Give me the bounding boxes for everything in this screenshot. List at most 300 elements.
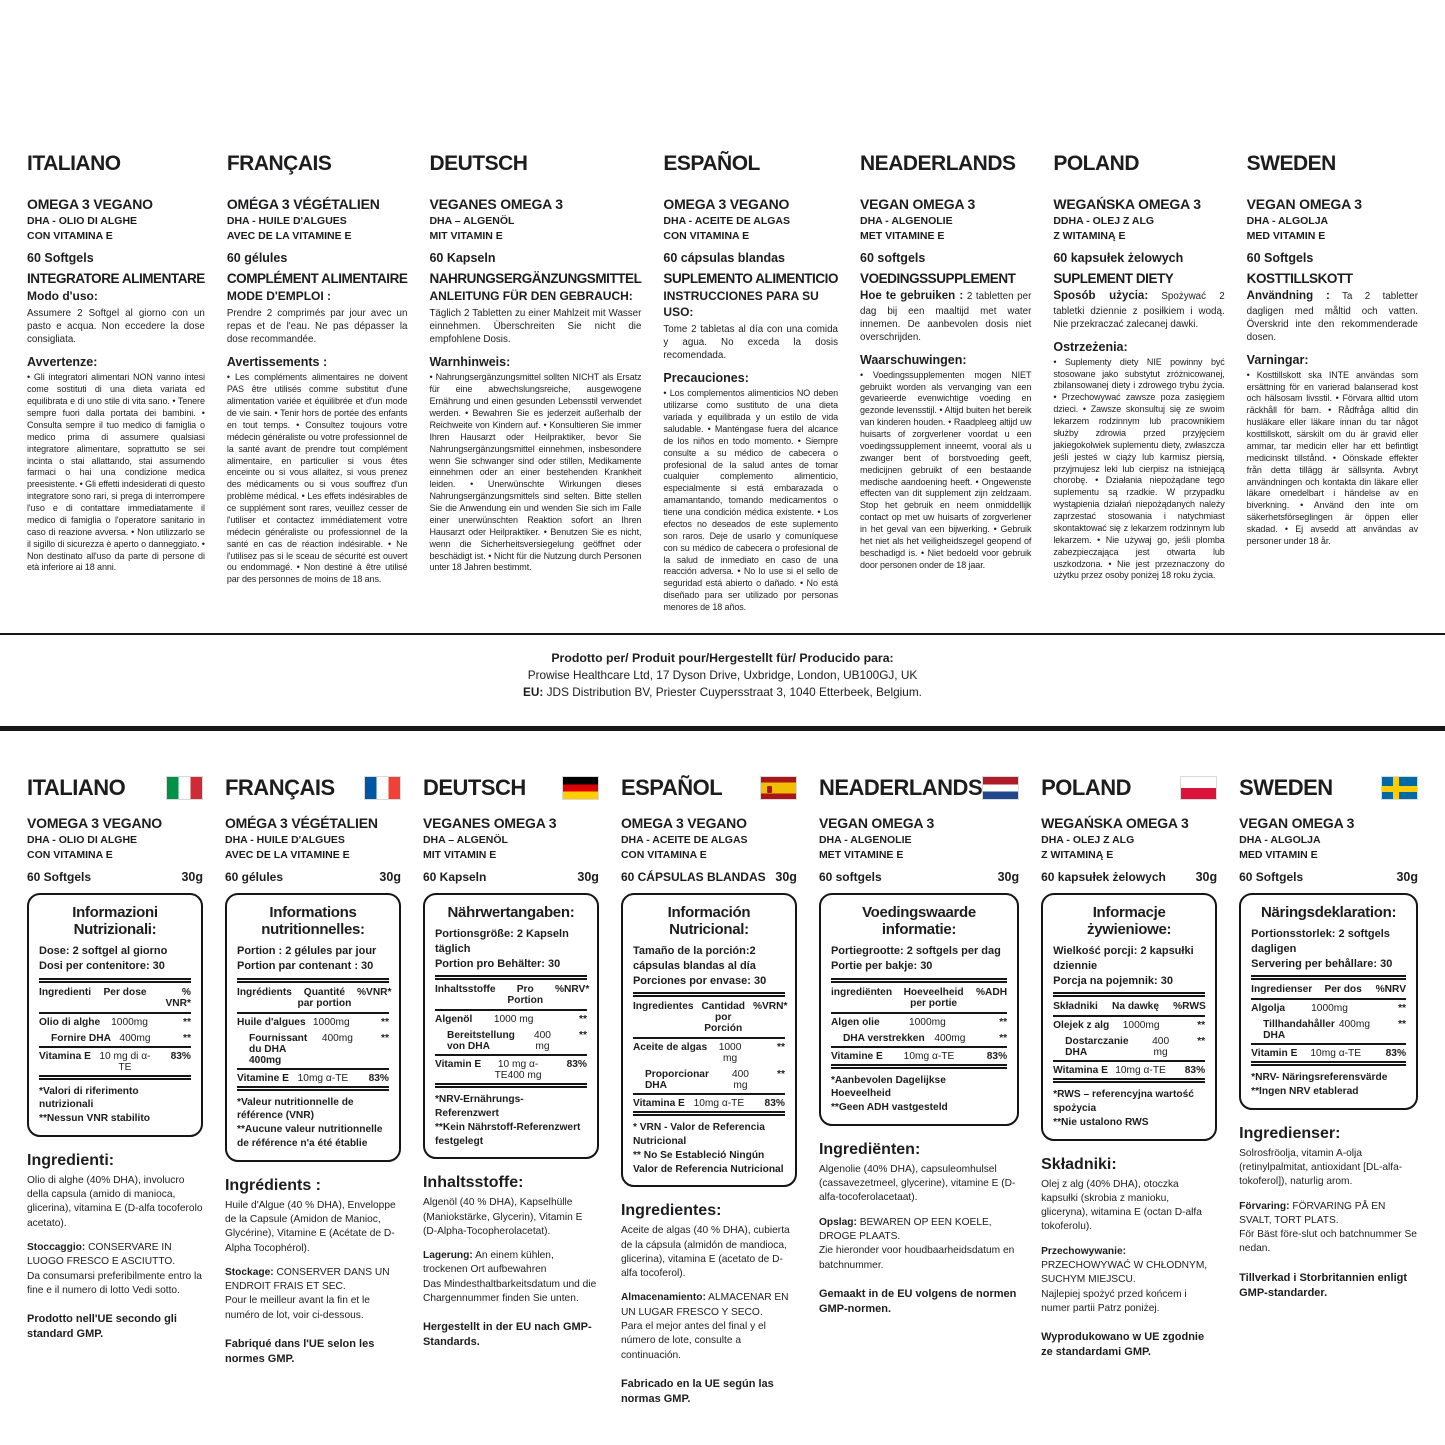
product-subtitle (1041, 833, 1217, 862)
product-subtitle-line2: MED VITAMIN E (1239, 848, 1318, 861)
sweden-flag-icon (1381, 776, 1418, 800)
row-amount: 400mg (934, 1032, 966, 1044)
row-name: Olio di alghe (39, 1016, 101, 1028)
nutrition-row (1251, 1045, 1406, 1061)
row-name: Huile d'algues (236, 1016, 306, 1028)
row-percent: ** (381, 1032, 389, 1044)
footnote-2: **Nessun VNR stabilito (39, 1113, 150, 1125)
nutrition-table-header (434, 980, 590, 1009)
product-subtitle-line2: Z WITAMINĄ E (1053, 229, 1126, 242)
usage-directions (227, 289, 408, 346)
nutrition-row (831, 1048, 1007, 1064)
ingredients-heading: Składniki: (1041, 1155, 1117, 1173)
row-name: Vitamina E (39, 1050, 91, 1062)
nutrition-footnotes (237, 1096, 389, 1151)
ingredients-heading: Inhaltsstoffe: (422, 1174, 524, 1192)
row-amount: 400 mg (731, 1069, 749, 1092)
storage-label: Stoccaggio: (27, 1242, 86, 1254)
header-percent: % VNR* (165, 986, 191, 1009)
warnings-text: • Kosttillskott ska INTE användas som ersättning för en varierad balanserad kost och hälsosam livsstil. • Förvara alltid utom räckhåll för barn. • Rådfråga alltid din husläkare eller läkare innan du tar något kosttillskott, särskilt om du är gravid eller ammar, tar medicin eller har ett befintligt medicinskt tillstånd. • Oönskade effekter från detta tillägg är sällsynta. Avbryt användningen och kontakta din läkare eller läkare omedelbart i händelse av en biverkning. • Använd den inte om säkerhetsförseglingen är öppen eller skadad. • Ej avsedd att användas av personer under 18 år. (1246, 369, 1418, 546)
table-rule-double (39, 1075, 191, 1080)
capsule-count: 60 softgels (860, 251, 926, 266)
row-name: Dostarczanie DHA (1065, 1036, 1129, 1059)
language-title: SWEDEN (1246, 152, 1336, 175)
servings-per-container: Dosi per contenitore: 30 (39, 960, 165, 972)
ingredients-heading: Ingrédients : (224, 1176, 321, 1194)
supplement-type-title: KOSTTILLSKOTT (1246, 271, 1353, 287)
header-percent: %NRV (1375, 984, 1406, 996)
warnings-text: • Gli integratori alimentari NON vanno intesi come sostituti di una dieta variata ed equilibrata e di uno stile di vita sano. • Tenere sempre fuori dalla portata dei bambini. • Consulta sempre il tuo medico di famiglia o medico prima di assumere qualsiasi integratore alimentare, soprattutto se sei incinta o stai allattando, stai assumendo farmaci o hai una condizione medica preesistente. • Gli effetti indesiderati di questo integratore sono rari, si prega di interrompere l'uso e di contattare immediatamente il medico di famiglia o l'operatore sanitario in caso di reazione avversa. • Non utilizzarlo se il sigillo di sicurezza è aperto o danneggiato. • Non destinato all'uso da parte di persone di età inferiore ai 18 anni. (27, 372, 205, 573)
usage-directions (1247, 289, 1418, 343)
manufacturer-block (0, 649, 1445, 701)
language-title: NEADERLANDS (818, 775, 983, 800)
supplement-type-title: SUPLEMENT DIETY (1053, 271, 1174, 287)
header-ingredient: Ingredienti (39, 986, 92, 998)
language-title: POLAND (1041, 775, 1132, 800)
row-amount: 400mg (1338, 1019, 1370, 1031)
gmp-statement: Gemaakt in de EU volgens de normen GMP-normen. (818, 1287, 1017, 1315)
product-subtitle (1247, 214, 1418, 243)
nutrition-facts-box (1041, 893, 1217, 1140)
usage-label: Sposób użycia: (1053, 290, 1149, 303)
serving-info (831, 944, 1007, 973)
product-subtitle (423, 833, 599, 862)
header-ingredient: Ingrédients (236, 986, 292, 998)
product-subtitle (819, 833, 1019, 862)
nutrition-row (831, 1030, 1007, 1046)
nutrition-row (633, 1066, 785, 1093)
language-title: ESPAÑOL (620, 775, 723, 800)
ingredients-text: Algenolie (40% DHA), capsuleomhulsel (cassavezetmeel, glycerine), vitamine E (D-alfa-tocoferolacetaat). (818, 1163, 1016, 1204)
nutrition-section (0, 731, 1445, 1445)
capsule-count: 60 gélules (224, 870, 284, 885)
row-name: Fornire DHA (51, 1032, 111, 1044)
servings-per-container: Porciones por envase: 30 (632, 974, 767, 987)
row-percent: ** (183, 1032, 191, 1044)
batch-text: Najlepiej spożyć przed końcem i numer partii Patrz poniżej. (1041, 1288, 1187, 1314)
nutrition-table-header (236, 983, 392, 1012)
nutrition-facts-box (225, 893, 401, 1161)
product-subtitle (663, 214, 838, 243)
product-subtitle-line1: DHA - OLIO DI ALGHE (27, 834, 138, 846)
batch-text: Das Mindesthaltbarkeitsdatum und die Chargennummer finden Sie unten. (422, 1278, 597, 1304)
product-subtitle-line2: Z WITAMINĄ E (1041, 848, 1114, 861)
language-column (27, 152, 205, 614)
storage-text: PRZECHOWYWAĆ W CHŁODNYM, SUCHYM MIEJSCU. (1041, 1259, 1208, 1286)
language-column (423, 775, 599, 1407)
row-percent: 83% (1184, 1065, 1206, 1077)
product-name: OMEGA 3 VEGANO (663, 196, 790, 212)
nutrition-table-header (1053, 997, 1205, 1015)
storage-label: Almacenamiento: (620, 1292, 706, 1304)
warnings-heading: Waarschuwingen: (860, 352, 967, 367)
product-name: VOMEGA 3 VEGANO (27, 815, 162, 831)
net-weight: 30g (1195, 870, 1218, 885)
table-rule-double (1053, 1078, 1205, 1083)
capsule-count: 60 Softgels (27, 870, 92, 885)
ingredients-text: Olio di alghe (40% DHA), involucro della capsula (amido di manioca, glicerina), vitamina E (D-alfa tocoferolo acetato). (27, 1174, 203, 1229)
nutrition-table-header (39, 983, 191, 1012)
net-weight: 30g (997, 870, 1020, 885)
usage-directions (860, 289, 1031, 343)
header-ingredient: Składniki (1053, 1001, 1098, 1013)
footnote-1: *RWS – referencyjna wartość spożycia (1053, 1089, 1194, 1115)
warnings-heading: Avvertenze: (27, 355, 98, 370)
header-ingredient: Ingredienser (1251, 984, 1313, 996)
product-subtitle-line1: DHA - OLEJ Z ALG (1041, 834, 1135, 846)
nutrition-row (1251, 1000, 1406, 1016)
serving-info (633, 944, 785, 988)
row-amount: 10mg α-TE (1310, 1048, 1361, 1060)
serving-size: Wielkość porcji: 2 kapsułki dziennie (1053, 945, 1194, 972)
storage-info (621, 1291, 797, 1362)
nutrition-footnotes (1053, 1088, 1205, 1129)
nutrition-footnotes (831, 1074, 1007, 1115)
storage-text: CONSERVARE IN LUOGO FRESCO E ASCIUTTO. (27, 1242, 176, 1268)
header-percent: %VNR* (356, 986, 392, 998)
ingredients-heading: Ingredienti: (27, 1151, 115, 1169)
row-amount: 10mg α-TE (1115, 1065, 1166, 1077)
row-percent: 83% (986, 1050, 1008, 1062)
pack-size-row (423, 870, 599, 884)
nutrition-row (435, 1056, 587, 1083)
product-subtitle (225, 833, 401, 862)
product-subtitle-line1: DHA - HUILE D'ALGUES (226, 215, 347, 227)
product-subtitle-line2: CON VITAMINA E (27, 229, 113, 242)
nutrition-facts-box (621, 893, 797, 1187)
capsule-count: 60 Softgels (1246, 251, 1314, 266)
row-name: DHA verstrekken (842, 1032, 925, 1044)
row-percent: ** (381, 1016, 389, 1028)
language-title: ITALIANO (27, 152, 121, 175)
nutrition-row (39, 1048, 191, 1075)
product-name: VEGAN OMEGA 3 (860, 196, 976, 212)
eu-address-text: JDS Distribution BV, Priester Cuypersstraat 3, 1040 Etterbeek, Belgium. (546, 684, 922, 699)
nutrition-facts-box (1239, 893, 1418, 1109)
manufacturer-eu-address (0, 685, 1445, 701)
storage-text: An einem kühlen, trockenen Ort aufbewahren (422, 1250, 554, 1276)
language-title: ITALIANO (27, 775, 126, 800)
servings-per-container: Porcja na pojemnik: 30 (1053, 974, 1173, 987)
language-title: DEUTSCH (429, 152, 528, 175)
header-percent: %ADH (975, 986, 1008, 998)
serving-size: Tamaño de la porción:2 cápsulas blandas al día (632, 945, 756, 972)
nutrition-table-header (831, 983, 1007, 1012)
ingredients-text: Olej z alg (40% DHA), otoczka kapsułki (skrobia z manioku, gliceryna), witamina E (octan D-alfa tokoferolu). (1041, 1178, 1202, 1233)
row-amount: 1000mg (1311, 1003, 1348, 1015)
usage-text: Tome 2 tabletas al día con una comida y agua. No exceda la dosis recomendada. (663, 324, 839, 362)
product-name: VEGAN OMEGA 3 (818, 815, 935, 831)
pack-size-row (1041, 870, 1217, 884)
product-subtitle-line1: DHA – ALGENÖL (429, 215, 515, 227)
product-name: VEGAN OMEGA 3 (1246, 196, 1362, 212)
nutrition-title: Nährwertangaben: (447, 904, 575, 922)
usage-text: Spożywać 2 tabletki dziennie z posiłkiem i wodą. Nie przekraczać zalecanej dawki. (1053, 291, 1225, 330)
nutrition-row (633, 1039, 785, 1066)
language-column (1247, 152, 1418, 614)
manufacturer-heading: Prodotto per/ Produit pour/Hergestellt für/ Producido para: (551, 651, 894, 665)
directions-section (0, 0, 1445, 633)
row-percent: ** (1197, 1020, 1206, 1032)
row-percent: ** (1398, 1019, 1406, 1031)
row-amount: 1000mg (312, 1016, 350, 1028)
usage-label: Användning : (1246, 290, 1330, 303)
warnings-heading: Avertissements : (226, 355, 328, 370)
header-amount: Pro Portion (507, 984, 544, 1007)
language-column (27, 775, 203, 1407)
nutrition-title: Información Nutricional: (667, 904, 751, 939)
serving-size: Portiegrootte: 2 softgels per dag (830, 945, 1001, 958)
product-name: VEGANES OMEGA 3 (429, 196, 563, 212)
storage-label: Stockage: (224, 1266, 274, 1278)
row-percent: 83% (170, 1050, 191, 1062)
language-title: SWEDEN (1239, 775, 1333, 800)
net-weight: 30g (379, 870, 401, 885)
gmp-statement: Fabriqué dans l'UE selon les normes GMP. (224, 1337, 375, 1365)
usage-directions (1053, 289, 1224, 330)
column-header (819, 775, 1019, 801)
warnings-text: • Los complementos alimenticios NO deben utilizarse como sustituto de una dieta variada y equilibrada y un estilo de vida saludable. • Manténgase fuera del alcance de los niños en todo momento. • Siempre consulte a su médico de cabecera o profesional de la salud antes de tomar cualquier complemento alimenticio, especialmente si está embarazada o amamantando, tomando medicamentos o tiene una condición médica existente. • Los efectos no deseados de este suplemento son raros. Deje de usarlo y comuníquese con su médico de cabecera o profesional de la salud de inmediato en caso de una reacción adversa. • No lo use si el sello de seguridad está abierto o dañado. • No está diseñado para ser utilizado por personas menores de 18 años. (663, 388, 839, 613)
row-percent: 83% (764, 1098, 785, 1110)
gmp-statement: Hergestellt in der EU nach GMP-Standards. (422, 1321, 592, 1349)
row-amount: 1000mg (908, 1016, 946, 1028)
language-title: NEADERLANDS (860, 152, 1016, 175)
manufacturer-address: Prowise Healthcare Ltd, 17 Dyson Drive, Uxbridge, London, UB100GJ, UK (527, 667, 918, 682)
batch-text: Da consumarsi preferibilmente entro la fine e il numero di lotto Vedi sotto. (27, 1270, 202, 1296)
row-name: Vitamin E (1251, 1048, 1298, 1060)
nutrition-table-header (632, 997, 788, 1037)
storage-text: BEWAREN OP EEN KOELE, DROGE PLAATS. (818, 1216, 992, 1243)
usage-text: Ta 2 tabletter dagligen med måltid och vatten. Överskrid inte den rekommenderade dosen. (1246, 291, 1419, 343)
footnote-2: **Nie ustalono RWS (1053, 1116, 1149, 1128)
france-flag-icon (364, 776, 401, 800)
nutrition-row (39, 1014, 191, 1030)
servings-per-container: Portion pro Behälter: 30 (434, 957, 561, 970)
supplement-type-title: VOEDINGSSUPPLEMENT (860, 271, 1016, 287)
column-header (225, 775, 401, 801)
footnote-1: * VRN - Valor de Referencia Nutricional (632, 1122, 765, 1148)
nutrition-row (1251, 1016, 1406, 1043)
table-rule-double (831, 1064, 1007, 1069)
product-subtitle-line1: DHA - ALGOLJA (1246, 215, 1329, 227)
column-header (1239, 775, 1418, 801)
row-amount: 10mg α-TE (297, 1072, 349, 1084)
header-amount: Hoeveelheid per portie (903, 986, 964, 1009)
serving-size: Portion : 2 gélules par jour (236, 945, 377, 958)
row-name: Proporcionar DHA (644, 1069, 709, 1092)
language-column (819, 775, 1019, 1407)
warnings-text: • Suplementy diety NIE powinny być stosowane jako substytut zróżnicowanej, zbilansowanej diety i zdrowego trybu życia. • Przechowywać zawsze poza zasięgiem dzieci. • Zawsze skonsultuj się ze swoim lekarzem rodzinnym lub pracownikiem służby zdrowia przed przyjęciem jakiegokolwiek suplementu diety, zwłaszcza jeśli jesteś w ciąży lub karmisz piersią, przyjmujesz leki lub cierpisz na istniejącą chorobę. • Działania niepożądane tego suplementu są rzadkie. W przypadku wystąpienia działań niepożądanych należy zaprzestać stosowania i natychmiast skontaktować się z lekarzem rodzinnym lub lekarzem. • Nie używaj go, jeśli plomba zabezpieczająca jest otwarta lub uszkodzona. • Nie jest przeznaczony do użytku przez osoby poniżej 18 roku życia. (1053, 356, 1225, 581)
storage-info (819, 1216, 1019, 1273)
batch-text: För Bäst före-slut och batchnummer Se nedan. (1239, 1229, 1417, 1255)
usage-text: Täglich 2 Tabletten zu einer Mahlzeit mit Wasser einnehmen. Überschreiten Sie nicht die empfohlene Dosis. (429, 308, 642, 346)
product-subtitle-line1: DHA - OLIO DI ALGHE (27, 215, 138, 227)
row-name: Vitamin E (434, 1059, 482, 1071)
pack-size-row (621, 870, 797, 884)
nutrition-footnotes (435, 1093, 587, 1148)
ingredients-heading: Ingrediënten: (818, 1140, 921, 1158)
usage-label: INSTRUCCIONES PARA SU USO: (663, 289, 819, 320)
row-name: Olejek z alg (1053, 1020, 1110, 1032)
gmp-statement: Tillverkad i Storbritannien enligt GMP-standarder. (1239, 1271, 1408, 1299)
footnote-1: *Aanbevolen Dagelijkse Hoeveelheid (830, 1074, 946, 1100)
header-percent: %RWS (1173, 1001, 1206, 1013)
product-subtitle-line2: AVEC DE LA VITAMINE E (226, 229, 352, 242)
storage-label: Opslag: (818, 1216, 857, 1228)
eu-label: EU: (523, 684, 544, 699)
product-subtitle-line2: AVEC DE LA VITAMINE E (224, 848, 350, 861)
table-rule-double (237, 1086, 389, 1091)
servings-per-container: Portie per bakje: 30 (830, 960, 933, 972)
nutrition-row (1053, 1017, 1205, 1033)
row-amount: 10mg α-TE (903, 1050, 955, 1062)
capsule-count: 60 cápsulas blandas (663, 251, 785, 266)
row-percent: ** (579, 1030, 587, 1042)
header-amount: Per dose (103, 986, 147, 998)
supplement-type-title: NAHRUNGSERGÄNZUNGSMITTEL (429, 271, 642, 287)
column-header (621, 775, 797, 801)
pack-size-row (225, 870, 401, 884)
ingredients-heading: Ingredienser: (1239, 1124, 1341, 1142)
product-subtitle-line1: DHA - ALGENOLIE (860, 215, 953, 227)
language-title: FRANÇAIS (224, 775, 335, 800)
product-subtitle-line1: DHA - ACEITE DE ALGAS (663, 215, 790, 227)
header-percent: %NRV* (554, 984, 590, 996)
warnings-heading: Varningar: (1246, 352, 1309, 367)
serving-info (39, 944, 191, 973)
product-name: VEGANES OMEGA 3 (422, 815, 557, 831)
language-column (860, 152, 1031, 614)
serving-size: Dose: 2 softgel al giorno (39, 945, 168, 958)
header-amount: Quantité par portion (297, 986, 352, 1009)
top-language-columns (27, 152, 1418, 614)
table-rule-double (1251, 1061, 1406, 1066)
product-subtitle-line1: DHA - ALGENOLIE (818, 834, 912, 846)
product-name: OMEGA 3 VEGANO (27, 196, 153, 212)
ingredients-text: Solrosfröolja, vitamin A-olja (retinylpalmitat, antioxidant [DL-alfa-tokoferol]), naturlig arom. (1239, 1147, 1403, 1188)
row-amount: 1000 mg (718, 1042, 742, 1065)
row-name: Vitamine E (236, 1072, 289, 1084)
germany-flag-icon (562, 776, 599, 800)
nutrition-row (237, 1030, 389, 1068)
usage-directions (27, 289, 205, 346)
nutrition-row (39, 1030, 191, 1046)
product-name: WEGAŃSKA OMEGA 3 (1053, 196, 1201, 212)
product-subtitle (860, 214, 1031, 243)
product-name: OMEGA 3 VEGANO (620, 815, 747, 831)
italy-flag-icon (166, 776, 203, 800)
language-column (227, 152, 408, 614)
storage-text: ALMACENAR EN UN LUGAR FRESCO Y SECO. (620, 1292, 789, 1318)
usage-label: MODE D'EMPLOI : (226, 289, 332, 304)
column-header (423, 775, 599, 801)
product-subtitle-line2: MIT VITAMIN E (422, 848, 497, 861)
supplement-type-title: COMPLÉMENT ALIMENTAIRE (226, 271, 408, 287)
usage-text: Assumere 2 Softgel al giorno con un pasto e acqua. Non eccedere la dose consigliata. (27, 308, 205, 346)
column-header (1041, 775, 1217, 801)
row-name: Tillhandahåller DHA (1263, 1019, 1335, 1042)
footnote-2: **Ingen NRV etablerad (1251, 1086, 1359, 1098)
row-percent: ** (579, 1014, 587, 1026)
language-title: FRANÇAIS (226, 152, 332, 175)
product-subtitle (621, 833, 797, 862)
spain-flag-icon (760, 776, 797, 800)
nutrition-title: Näringsdeklaration: (1260, 904, 1397, 922)
nutrition-row (831, 1014, 1007, 1030)
language-column (429, 152, 641, 614)
row-name: Fournissant du DHA 400mg (248, 1032, 308, 1066)
batch-text: Para el mejor antes del final y el número de lote, consulte a continuación. (620, 1321, 766, 1361)
product-name: WEGAŃSKA OMEGA 3 (1041, 815, 1189, 831)
serving-size: Portionsstorlek: 2 softgels dagligen (1251, 928, 1390, 955)
usage-directions (429, 289, 641, 346)
product-name: VEGAN OMEGA 3 (1239, 815, 1355, 831)
section-divider-thin (0, 633, 1445, 635)
usage-label: ANLEITUNG FÜR DEN GEBRAUCH: (429, 289, 633, 304)
product-subtitle-line1: DHA - HUILE D'ALGUES (224, 834, 345, 846)
batch-text: Pour le meilleur avant la fin et le numéro de lot, voir ci-dessous. (224, 1295, 370, 1321)
capsule-count: 60 Kapseln (429, 251, 496, 266)
bottom-language-columns (27, 775, 1418, 1407)
row-percent: 83% (566, 1059, 587, 1071)
nutrition-facts-box (27, 893, 203, 1137)
language-column (225, 775, 401, 1407)
row-amount: 10mg α-TE (693, 1098, 745, 1110)
nutrition-footnotes (39, 1085, 191, 1126)
row-amount: 10 mg α-TE400 mg (494, 1059, 542, 1082)
nutrition-row (237, 1070, 389, 1086)
row-percent: ** (999, 1032, 1008, 1044)
product-subtitle-line1: DDHA - OLEJ Z ALG (1053, 215, 1155, 227)
storage-info (1239, 1200, 1418, 1257)
row-amount: 400 mg (1152, 1036, 1170, 1059)
row-name: Bereitstellung von DHA (446, 1030, 515, 1053)
usage-label: Hoe te gebruiken : (860, 290, 964, 303)
ingredients-text: Aceite de algas (40 % DHA), cubierta de la cápsula (almidón de mandioca, glicerina), vitamina E (acetato de D-alfa tocoferol). (620, 1225, 790, 1280)
storage-text: FÖRVARING PÅ EN SVALT, TORT PLATS. (1239, 1200, 1386, 1226)
product-subtitle-line2: MET VITAMINE E (860, 229, 945, 242)
pack-size-row (1239, 870, 1418, 884)
capsule-count: 60 softgels (818, 870, 882, 885)
product-subtitle-line1: DHA - ALGOLJA (1239, 834, 1321, 846)
product-subtitle (27, 214, 205, 243)
serving-info (1251, 927, 1406, 971)
ingredients-text: Algenöl (40 % DHA), Kapselhülle (Maniokstärke, Glycerin), Vitamin E (D-Alpha-Tocopherolacetat). (422, 1197, 583, 1237)
storage-label: Lagerung: (422, 1250, 473, 1262)
gmp-statement: Prodotto nell'UE secondo gli standard GMP. (27, 1313, 177, 1341)
nutrition-row (435, 1027, 587, 1054)
product-subtitle-line2: MED VITAMIN E (1246, 229, 1326, 242)
language-title: DEUTSCH (422, 775, 526, 800)
warnings-heading: Ostrzeżenia: (1053, 339, 1128, 354)
nutrition-row (1053, 1062, 1205, 1078)
net-weight: 30g (181, 870, 203, 885)
usage-text: Prendre 2 comprimés par jour avec un repas et de l'eau. Ne pas dépasser la dose recommandée. (226, 308, 408, 346)
capsule-count: 60 Kapseln (422, 870, 487, 885)
gmp-statement: Fabricado en la UE según las normas GMP. (620, 1377, 774, 1405)
servings-per-container: Portion par contenant : 30 (236, 960, 374, 972)
pack-size-row (27, 870, 203, 884)
capsule-count: 60 CÁPSULAS BLANDAS (620, 870, 766, 885)
header-ingredient: ingrediënten (830, 986, 893, 998)
row-percent: ** (1398, 1003, 1406, 1015)
nutrition-row (633, 1095, 785, 1111)
capsule-count: 60 Softgels (27, 251, 94, 266)
warnings-text: • Voedingssupplementen mogen NIET gebruikt worden als vervanging van een gevarieerde evenwichtige voeding en gezonde levensstijl. • Altijd buiten het bereik van kinderen houden. • Raadpleeg altijd uw huisarts of zorgverlener voordat u een voedingssupplement inneemt, vooral als u zwanger bent of borstvoeding geeft, medicijnen gebruikt of een bestaande medische aandoening heeft. • Ongewenste effecten van dit supplement zijn zeldzaam. Stop het gebruik en neem onmiddellijk contact op met uw huisarts of zorgverlener in het geval van een bijwerking. • Gebruik het niet als het veiligheidszegel geopend of beschadigd is. • Niet bedoeld voor gebruik door personen onder de 18 jaar. (860, 369, 1032, 570)
language-column (1041, 775, 1217, 1407)
nutrition-facts-box (819, 893, 1019, 1126)
servings-per-container: Servering per behållare: 30 (1251, 957, 1393, 970)
